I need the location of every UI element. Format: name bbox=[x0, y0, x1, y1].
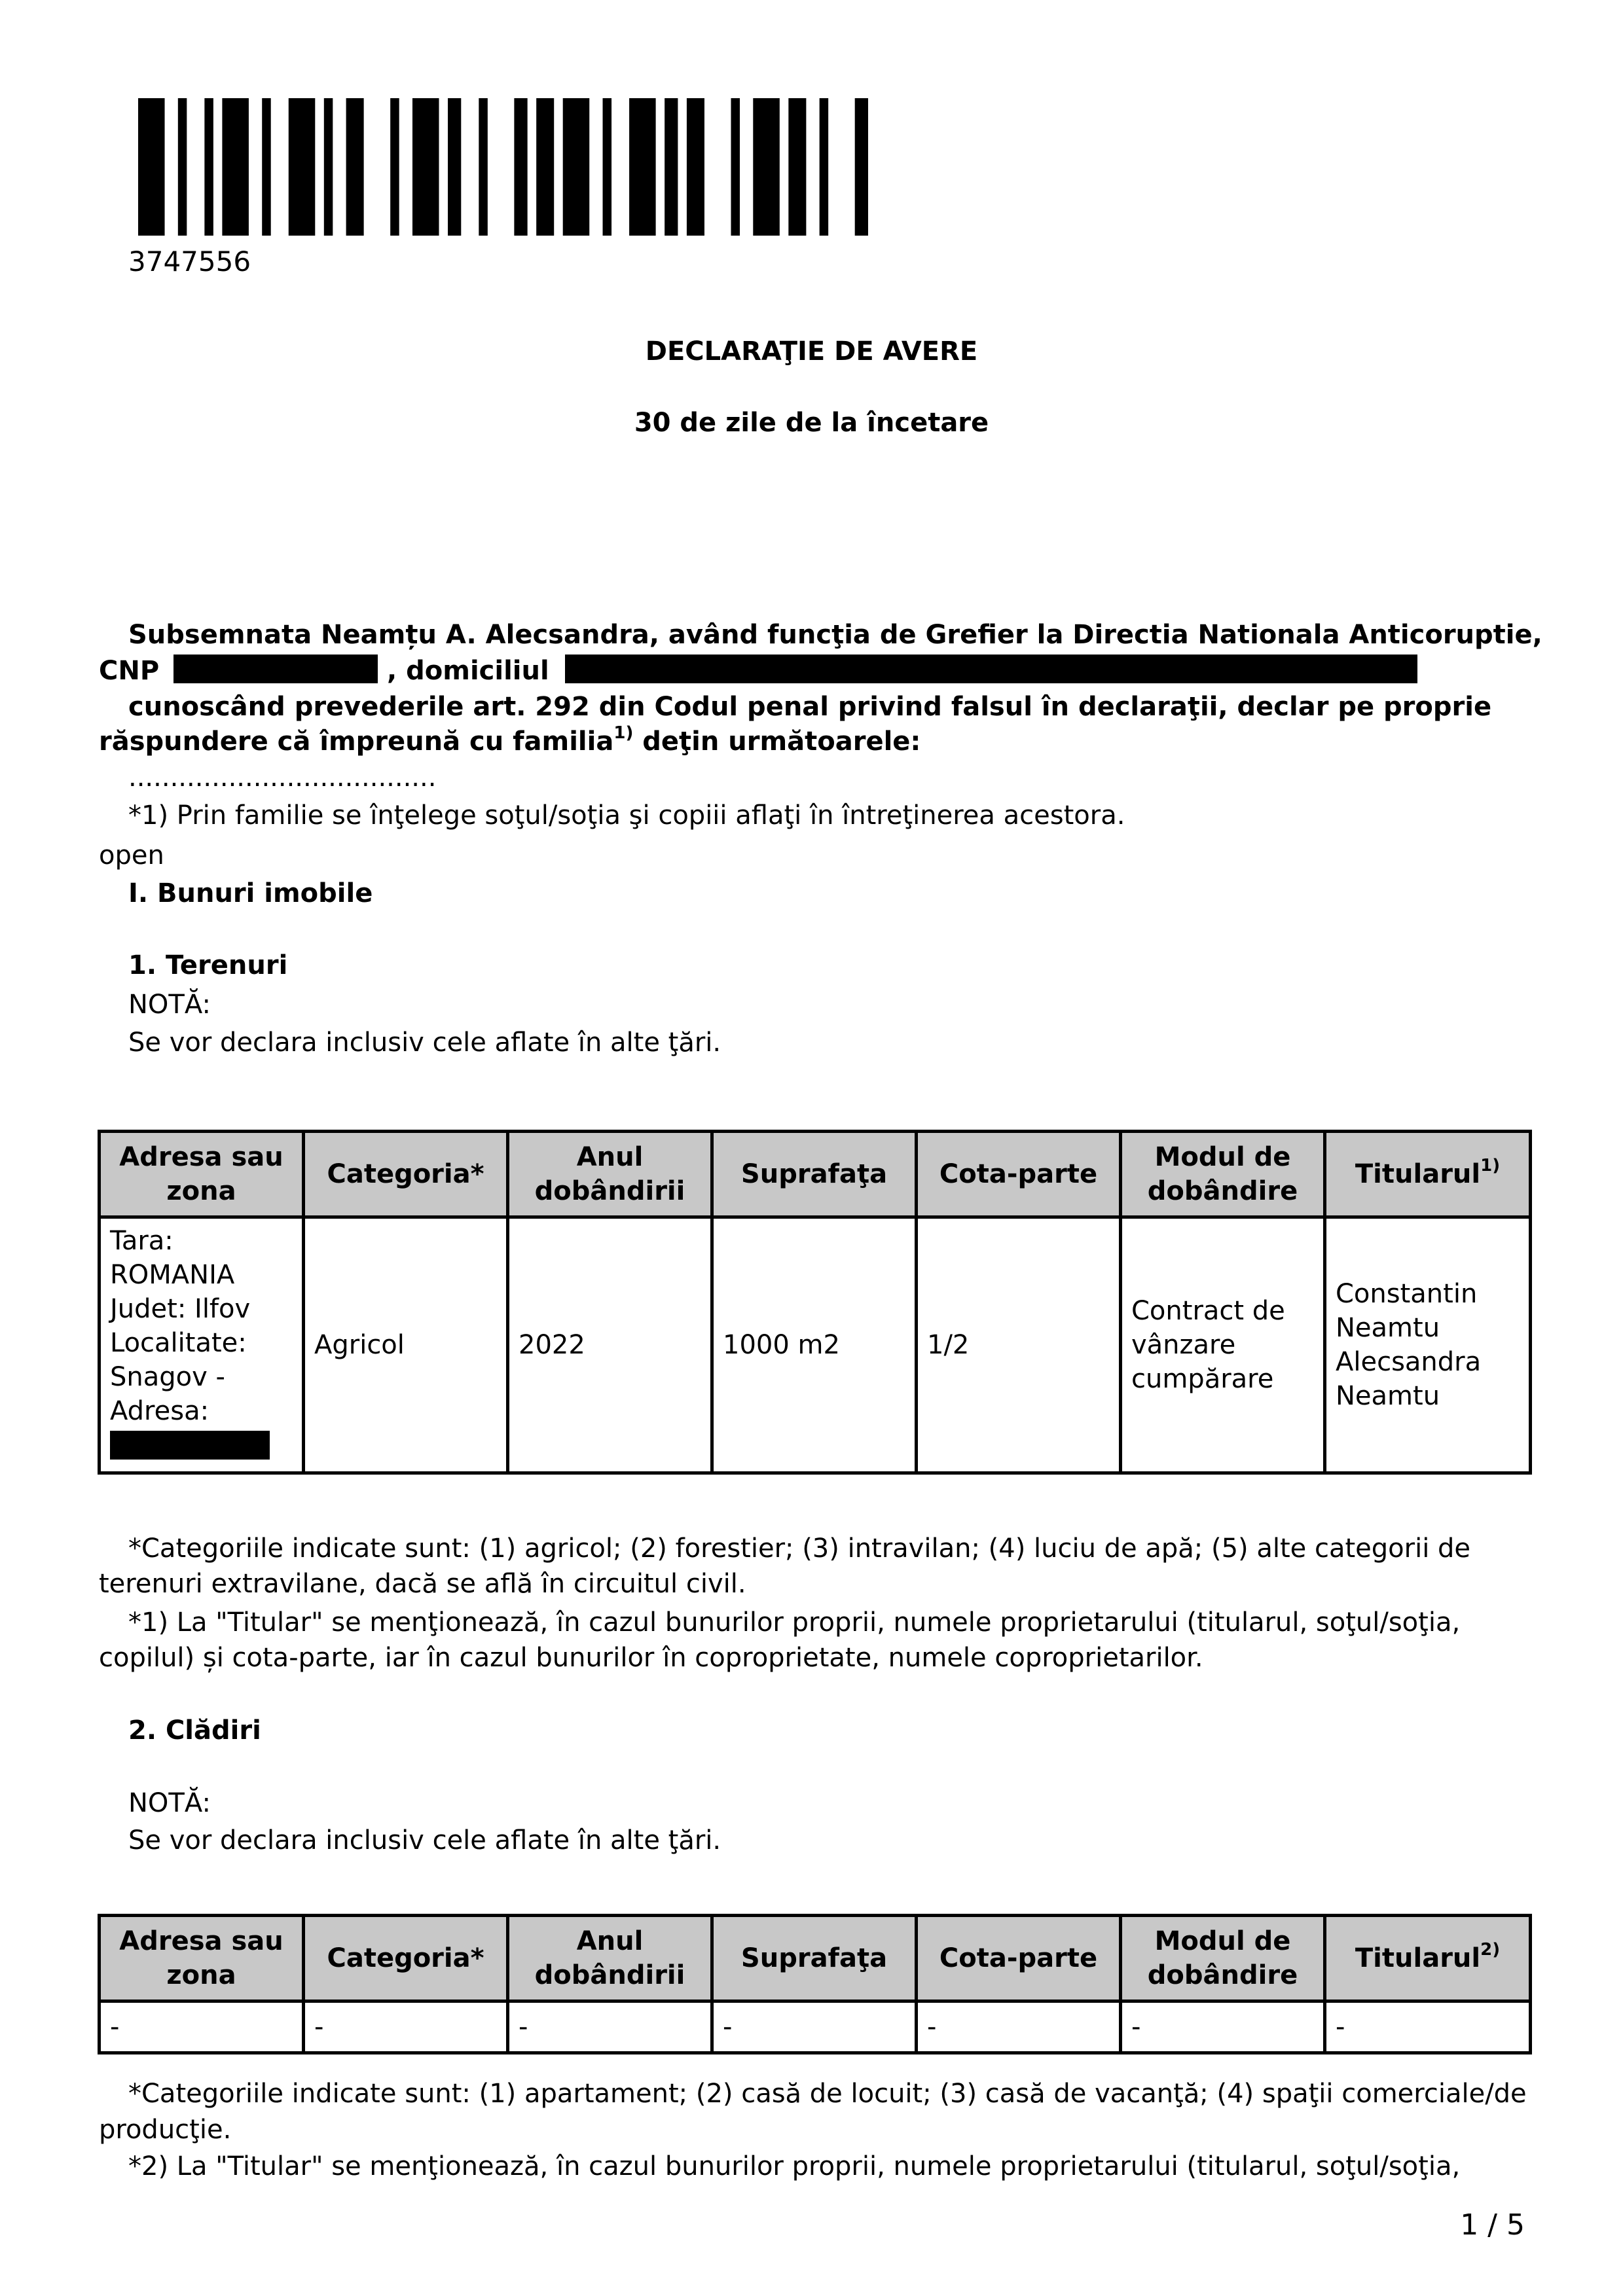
header-year: Anul dobândirii bbox=[508, 1132, 712, 1217]
section-heading-immovable: I. Bunuri imobile bbox=[128, 878, 373, 908]
header-year: Anul dobândirii bbox=[508, 1916, 712, 2001]
land-table bbox=[98, 1130, 1532, 1475]
barcode-bar bbox=[412, 98, 439, 236]
header-share: Cota-parte bbox=[917, 1132, 1121, 1217]
barcode-number: 3747556 bbox=[128, 245, 251, 278]
header-address: Adresa sau zona bbox=[100, 1132, 304, 1217]
header-share: Cota-parte bbox=[917, 1916, 1121, 2001]
land-heading: 1. Terenuri bbox=[128, 950, 288, 980]
header-area: Suprafaţa bbox=[712, 1916, 917, 2001]
barcode-bar bbox=[289, 98, 316, 236]
document-subtitle: 30 de zile de la încetare bbox=[634, 408, 989, 438]
cnp-label: CNP bbox=[99, 656, 160, 686]
family-note: *1) Prin familie se înţelege soţul/soţia şi copiii aflaţi în întreţinerea acestora. bbox=[128, 800, 1125, 831]
barcode-bar bbox=[204, 98, 213, 236]
buildings-footnote-category: *Categoriile indicate sunt: (1) apartament; (2) casă de locuit; (3) casă de vacanţă; (4) spaţii comerciale/de bbox=[128, 2079, 1527, 2109]
cell-area: - bbox=[712, 2001, 917, 2053]
cell-category: - bbox=[304, 2001, 508, 2053]
header-category: Categoria* bbox=[304, 1132, 508, 1217]
barcode-bar bbox=[448, 98, 461, 236]
barcode-bar bbox=[262, 98, 271, 236]
barcode-bar bbox=[479, 98, 488, 236]
cell-category: Agricol bbox=[304, 1217, 508, 1473]
header-category: Categoria* bbox=[304, 1916, 508, 2001]
page-number: 1 / 5 bbox=[1460, 2208, 1525, 2242]
cell-year: 2022 bbox=[508, 1217, 712, 1473]
barcode-bar bbox=[138, 98, 165, 236]
land-table-header bbox=[100, 1132, 1531, 1217]
cell-mode: - bbox=[1121, 2001, 1325, 2053]
header-mode: Modul de dobândire bbox=[1121, 1916, 1325, 2001]
barcode-bar bbox=[390, 98, 399, 236]
cell-holder: Constantin Neamtu Alecsandra Neamtu bbox=[1325, 1217, 1531, 1473]
cell-share: - bbox=[917, 2001, 1121, 2053]
cell-area: 1000 m2 bbox=[712, 1217, 917, 1473]
buildings-note-text: Se vor declara inclusiv cele aflate în alte ţări. bbox=[128, 1825, 721, 1856]
buildings-footnote-holder: *2) La "Titular" se menţionează, în cazul bunurilor proprii, numele proprietarului (titularul, soţul/soţia, bbox=[128, 2151, 1461, 2181]
barcode-bar bbox=[346, 98, 364, 236]
barcode-image bbox=[138, 98, 886, 236]
barcode-bar bbox=[855, 98, 868, 236]
cell-address: Tara: ROMANIA Judet: Ilfov Localitate: Snagov - Adresa: bbox=[100, 1217, 304, 1473]
cell-year: - bbox=[508, 2001, 712, 2053]
domicile-redaction bbox=[565, 655, 1417, 683]
domicile-label: , domiciliul bbox=[387, 656, 549, 686]
barcode-bar bbox=[788, 98, 806, 236]
buildings-heading: 2. Clădiri bbox=[128, 1715, 261, 1746]
cell-address: - bbox=[100, 2001, 304, 2053]
barcode-bar bbox=[753, 98, 780, 236]
barcode-bar bbox=[820, 98, 829, 236]
land-footnote-holder: *1) La "Titular" se menţionează, în cazul bunurilor proprii, numele proprietarului (titularul, soţul/soţia, bbox=[128, 1607, 1461, 1638]
barcode-bar bbox=[536, 98, 554, 236]
buildings-note-label: NOTĂ: bbox=[128, 1788, 211, 1818]
cell-share: 1/2 bbox=[917, 1217, 1121, 1473]
declarant-line-2 bbox=[99, 653, 1417, 689]
land-note-text: Se vor declara inclusiv cele aflate în alte ţări. bbox=[128, 1028, 721, 1058]
barcode-bar bbox=[514, 98, 527, 236]
cell-holder: - bbox=[1325, 2001, 1531, 2053]
barcode-bar bbox=[324, 98, 333, 236]
barcode-bar bbox=[222, 98, 249, 236]
table-row bbox=[100, 1217, 1531, 1473]
header-area: Suprafaţa bbox=[712, 1132, 917, 1217]
declarant-line-4: răspundere că împreună cu familia$^{1)}$ deţin următoarele: bbox=[99, 723, 921, 757]
cnp-redaction bbox=[173, 655, 378, 683]
open-text: open bbox=[99, 840, 164, 870]
land-footnote-category-2: terenuri extravilane, dacă se află în circuitul civil. bbox=[99, 1569, 746, 1599]
land-footnote-category: *Categoriile indicate sunt: (1) agricol; (2) forestier; (3) intravilan; (4) luciu de apă; (5) alte categorii de bbox=[128, 1534, 1471, 1564]
buildings-table bbox=[98, 1914, 1532, 2054]
declarant-line-3: cunoscând prevederile art. 292 din Codul penal privind falsul în declaraţii, declar pe proprie bbox=[128, 692, 1492, 722]
barcode-bar bbox=[178, 98, 187, 236]
header-mode: Modul de dobândire bbox=[1121, 1132, 1325, 1217]
document-title: DECLARAŢIE DE AVERE bbox=[645, 336, 978, 367]
declarant-line-1: Subsemnata Neamțu A. Alecsandra, având funcţia de Grefier la Directia Nationala Anticoruptie, bbox=[128, 620, 1542, 650]
barcode-bar bbox=[687, 98, 704, 236]
land-footnote-holder-2: copilul) și cota-parte, iar în cazul bunurilor în coproprietate, numele coproprietarilor. bbox=[99, 1643, 1203, 1673]
header-holder: Titularul$^{1)}$ bbox=[1325, 1132, 1531, 1217]
land-note-label: NOTĂ: bbox=[128, 990, 211, 1020]
table-row bbox=[100, 2001, 1531, 2053]
barcode-bar bbox=[629, 98, 656, 236]
barcode-bar bbox=[665, 98, 678, 236]
barcode-bar bbox=[603, 98, 612, 236]
header-address: Adresa sau zona bbox=[100, 1916, 304, 2001]
barcode-bar bbox=[731, 98, 740, 236]
buildings-footnote-category-2: producţie. bbox=[99, 2115, 232, 2145]
header-holder: Titularul$^{2)}$ bbox=[1325, 1916, 1531, 2001]
dots-line: ..................................... bbox=[128, 762, 437, 793]
address-redaction bbox=[110, 1431, 270, 1460]
barcode-bar bbox=[563, 98, 590, 236]
cell-mode: Contract de vânzare cumpărare bbox=[1121, 1217, 1325, 1473]
buildings-table-header bbox=[100, 1916, 1531, 2001]
